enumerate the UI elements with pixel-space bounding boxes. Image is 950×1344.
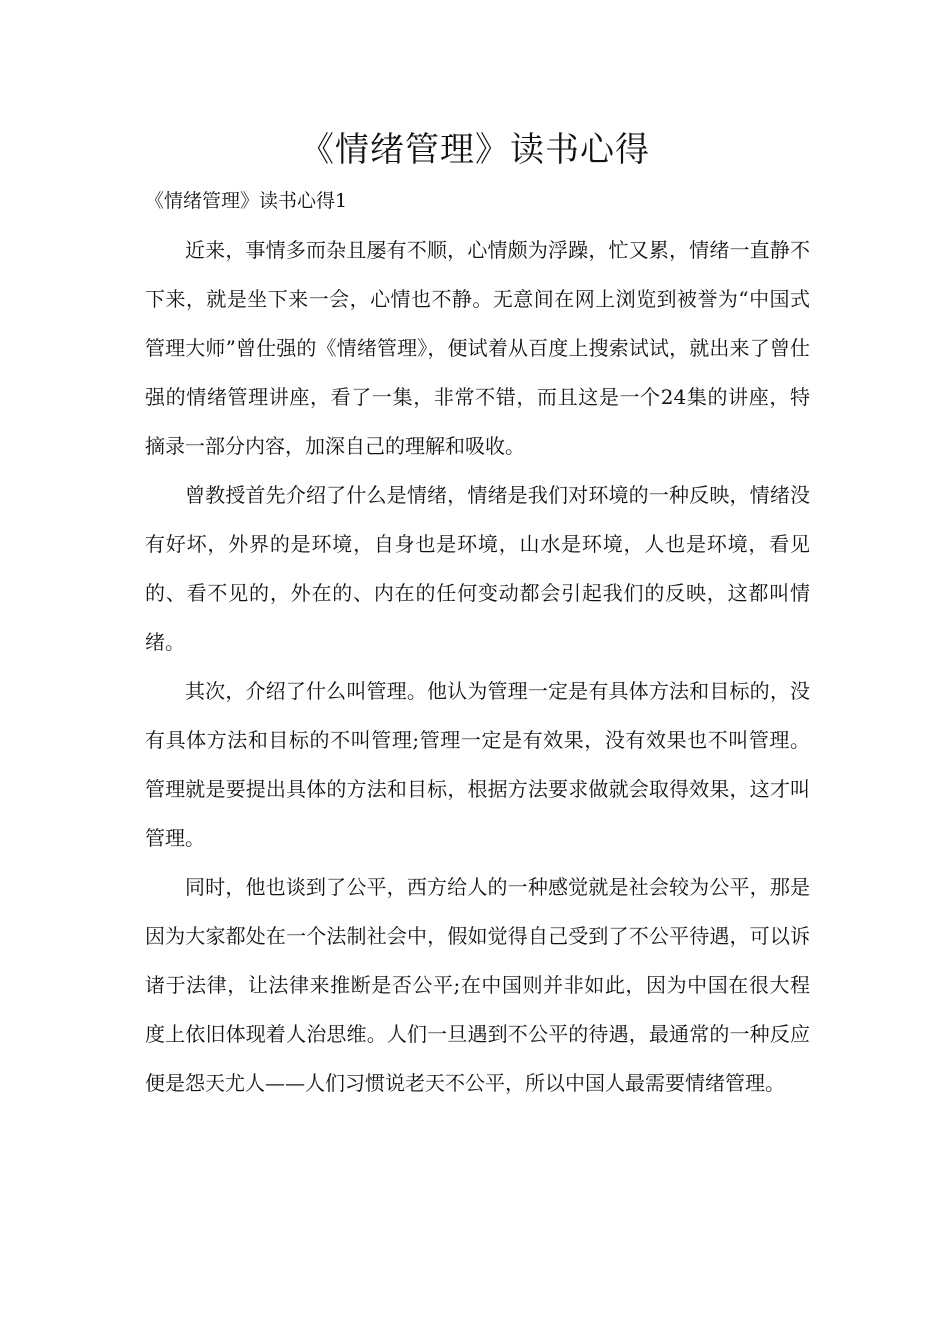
document-title: 《情绪管理》读书心得 [300, 130, 650, 170]
paragraph-4: 同时，他也谈到了公平，西方给人的一种感觉就是社会较为公平，那是因为大家都处在一个法制社会中，假如觉得自己受到了不公平待遇，可以诉诸于法律，让法律来推断是否公平;在中国则并非如此，因为中国在很大程度上依旧体现着人治思维。人们一旦遇到不公平的待遇，最通常的一种反应便是怨天尤人——人们习惯说老天不公平，所以中国人最需要情绪管理。 [145, 875, 810, 1095]
paragraph-2: 曾教授首先介绍了什么是情绪，情绪是我们对环境的一种反映，情绪没有好坏，外界的是环境，自身也是环境，山水是环境，人也是环境，看见的、看不见的，外在的、内在的任何变动都会引起我们的反映，这都叫情绪。 [145, 483, 810, 654]
paragraph-1: 近来，事情多而杂且屡有不顺，心情颇为浮躁，忙又累，情绪一直静不下来，就是坐下来一会，心情也不静。无意间在网上浏览到被誉为“中国式管理大师”曾仕强的《情绪管理》，便试着从百度上搜索试试，就出来了曾仕强的情绪管理讲座，看了一集，非常不错，而且这是一个24集的讲座，特摘录一部分内容，加深自己的理解和吸收。 [145, 238, 810, 458]
paragraph-3: 其次，介绍了什么叫管理。他认为管理一定是有具体方法和目标的，没有具体方法和目标的不叫管理;管理一定是有效果，没有效果也不叫管理。管理就是要提出具体的方法和目标，根据方法要求做就会取得效果，这才叫管理。 [145, 679, 810, 850]
document-subtitle: 《情绪管理》读书心得1 [145, 190, 348, 212]
document-body [145, 226, 810, 1108]
